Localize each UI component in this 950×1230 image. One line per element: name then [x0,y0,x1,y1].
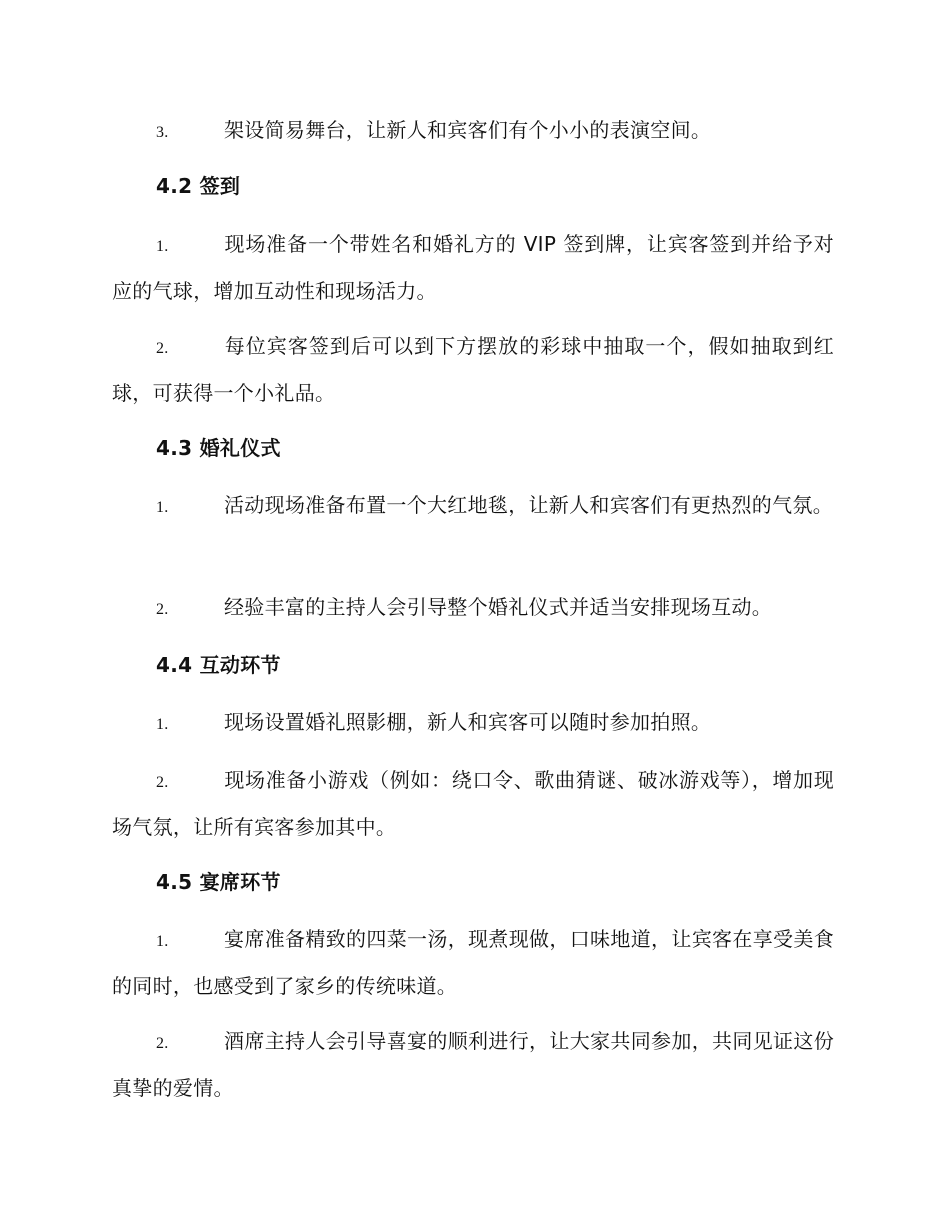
list-item [112,758,834,850]
list-item-number: 2. [156,1035,169,1052]
list-item-text: 经验丰富的主持人会引导整个婚礼仪式并适当安排现场互动。 [224,595,773,619]
list-item-number: 2. [156,774,169,791]
list-item [112,324,834,416]
list-item [112,483,834,530]
list-item [112,108,834,155]
list-item-number: 1. [156,933,169,950]
list-item-text: 现场设置婚礼照影棚，新人和宾客可以随时参加拍照。 [224,710,712,734]
list-item-text: 架设简易舞台，让新人和宾客们有个小小的表演空间。 [224,118,712,142]
list-item-number: 1. [156,716,169,733]
list-item-number: 2. [156,340,169,357]
list-item-text: 现场准备一个带姓名和婚礼方的 VIP 签到牌，让宾客签到并给予对应的气球，增加互动性和现场活力。 [112,232,834,303]
section-heading: 4.2 签到 [156,174,241,198]
list-item-text: 现场准备小游戏（例如：绕口令、歌曲猜谜、破冰游戏等），增加现场气氛，让所有宾客参加其中。 [112,768,834,839]
list-item-number: 1. [156,499,169,516]
list-item-text: 酒席主持人会引导喜宴的顺利进行，让大家共同参加，共同见证这份真挚的爱情。 [112,1029,834,1100]
section-heading: 4.4 互动环节 [156,653,281,677]
list-item-number: 1. [156,238,169,255]
list-item-text: 每位宾客签到后可以到下方摆放的彩球中抽取一个，假如抽取到红球，可获得一个小礼品。 [112,334,834,405]
list-item-text: 活动现场准备布置一个大红地毯，让新人和宾客们有更热烈的气氛。 [224,493,833,517]
list-item [112,1019,834,1111]
section-heading: 4.3 婚礼仪式 [156,436,281,460]
list-item-number: 3. [156,124,169,141]
list-item [112,917,834,1009]
list-item [112,222,834,314]
list-item-number: 2. [156,601,169,618]
list-item [112,585,834,632]
list-item-text: 宴席准备精致的四菜一汤，现煮现做，口味地道，让宾客在享受美食的同时，也感受到了家乡的传统味道。 [112,927,834,998]
list-item [112,700,834,747]
section-heading: 4.5 宴席环节 [156,870,281,894]
